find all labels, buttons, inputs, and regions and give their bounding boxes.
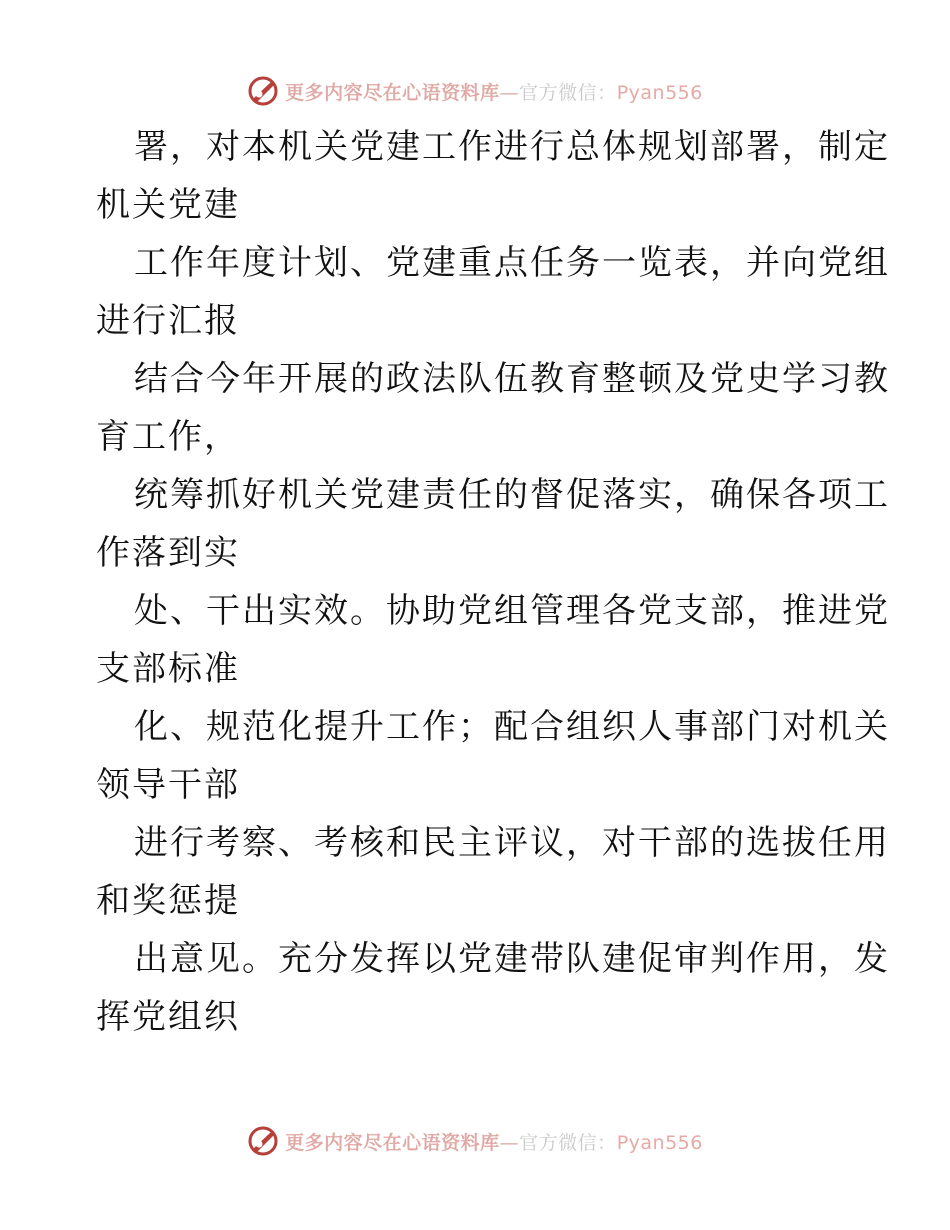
banner-site-name: 更多内容尽在心语资料库 [285, 1131, 500, 1154]
text-line: 挥党组织 [96, 997, 240, 1037]
text-line: 进行考察、考核和民主评议，对干部的选拔任用 [134, 823, 890, 863]
footer-banner [0, 1121, 950, 1161]
text-line: 和奖惩提 [96, 881, 240, 921]
text-line: 工作年度计划、党建重点任务一览表，并向党组 [134, 243, 890, 283]
header-banner [0, 71, 950, 111]
banner-wechat-label: 官方微信： [519, 1131, 617, 1154]
text-line: 作落到实 [96, 533, 240, 573]
banner-site-name: 更多内容尽在心语资料库 [285, 81, 500, 104]
text-line: 育工作， [96, 417, 240, 457]
text-line: 结合今年开展的政法队伍教育整顿及党史学习教 [134, 359, 890, 399]
text-line: 统筹抓好机关党建责任的督促落实，确保各项工 [134, 475, 890, 515]
text-line: 机关党建 [96, 185, 240, 225]
text-line: 处、干出实效。协助党组管理各党支部，推进党 [134, 591, 890, 631]
banner-dash: — [499, 1131, 520, 1154]
text-line: 领导干部 [96, 765, 240, 805]
banner-text [285, 1128, 703, 1155]
logo-icon [247, 75, 279, 107]
banner-wechat-handle: Pyan556 [616, 1131, 703, 1154]
banner-text [285, 78, 703, 105]
banner-wechat-label: 官方微信： [519, 81, 617, 104]
text-line: 化、规范化提升工作；配合组织人事部门对机关 [134, 707, 890, 747]
banner-wechat-handle: Pyan556 [616, 81, 703, 104]
text-line: 出意见。充分发挥以党建带队建促审判作用，发 [134, 939, 890, 979]
text-line: 进行汇报 [96, 301, 240, 341]
banner-dash: — [499, 81, 520, 104]
text-line: 支部标准 [96, 649, 240, 689]
logo-icon [247, 1125, 279, 1157]
document-body [96, 118, 890, 1046]
text-line: 署，对本机关党建工作进行总体规划部署，制定 [134, 127, 890, 167]
